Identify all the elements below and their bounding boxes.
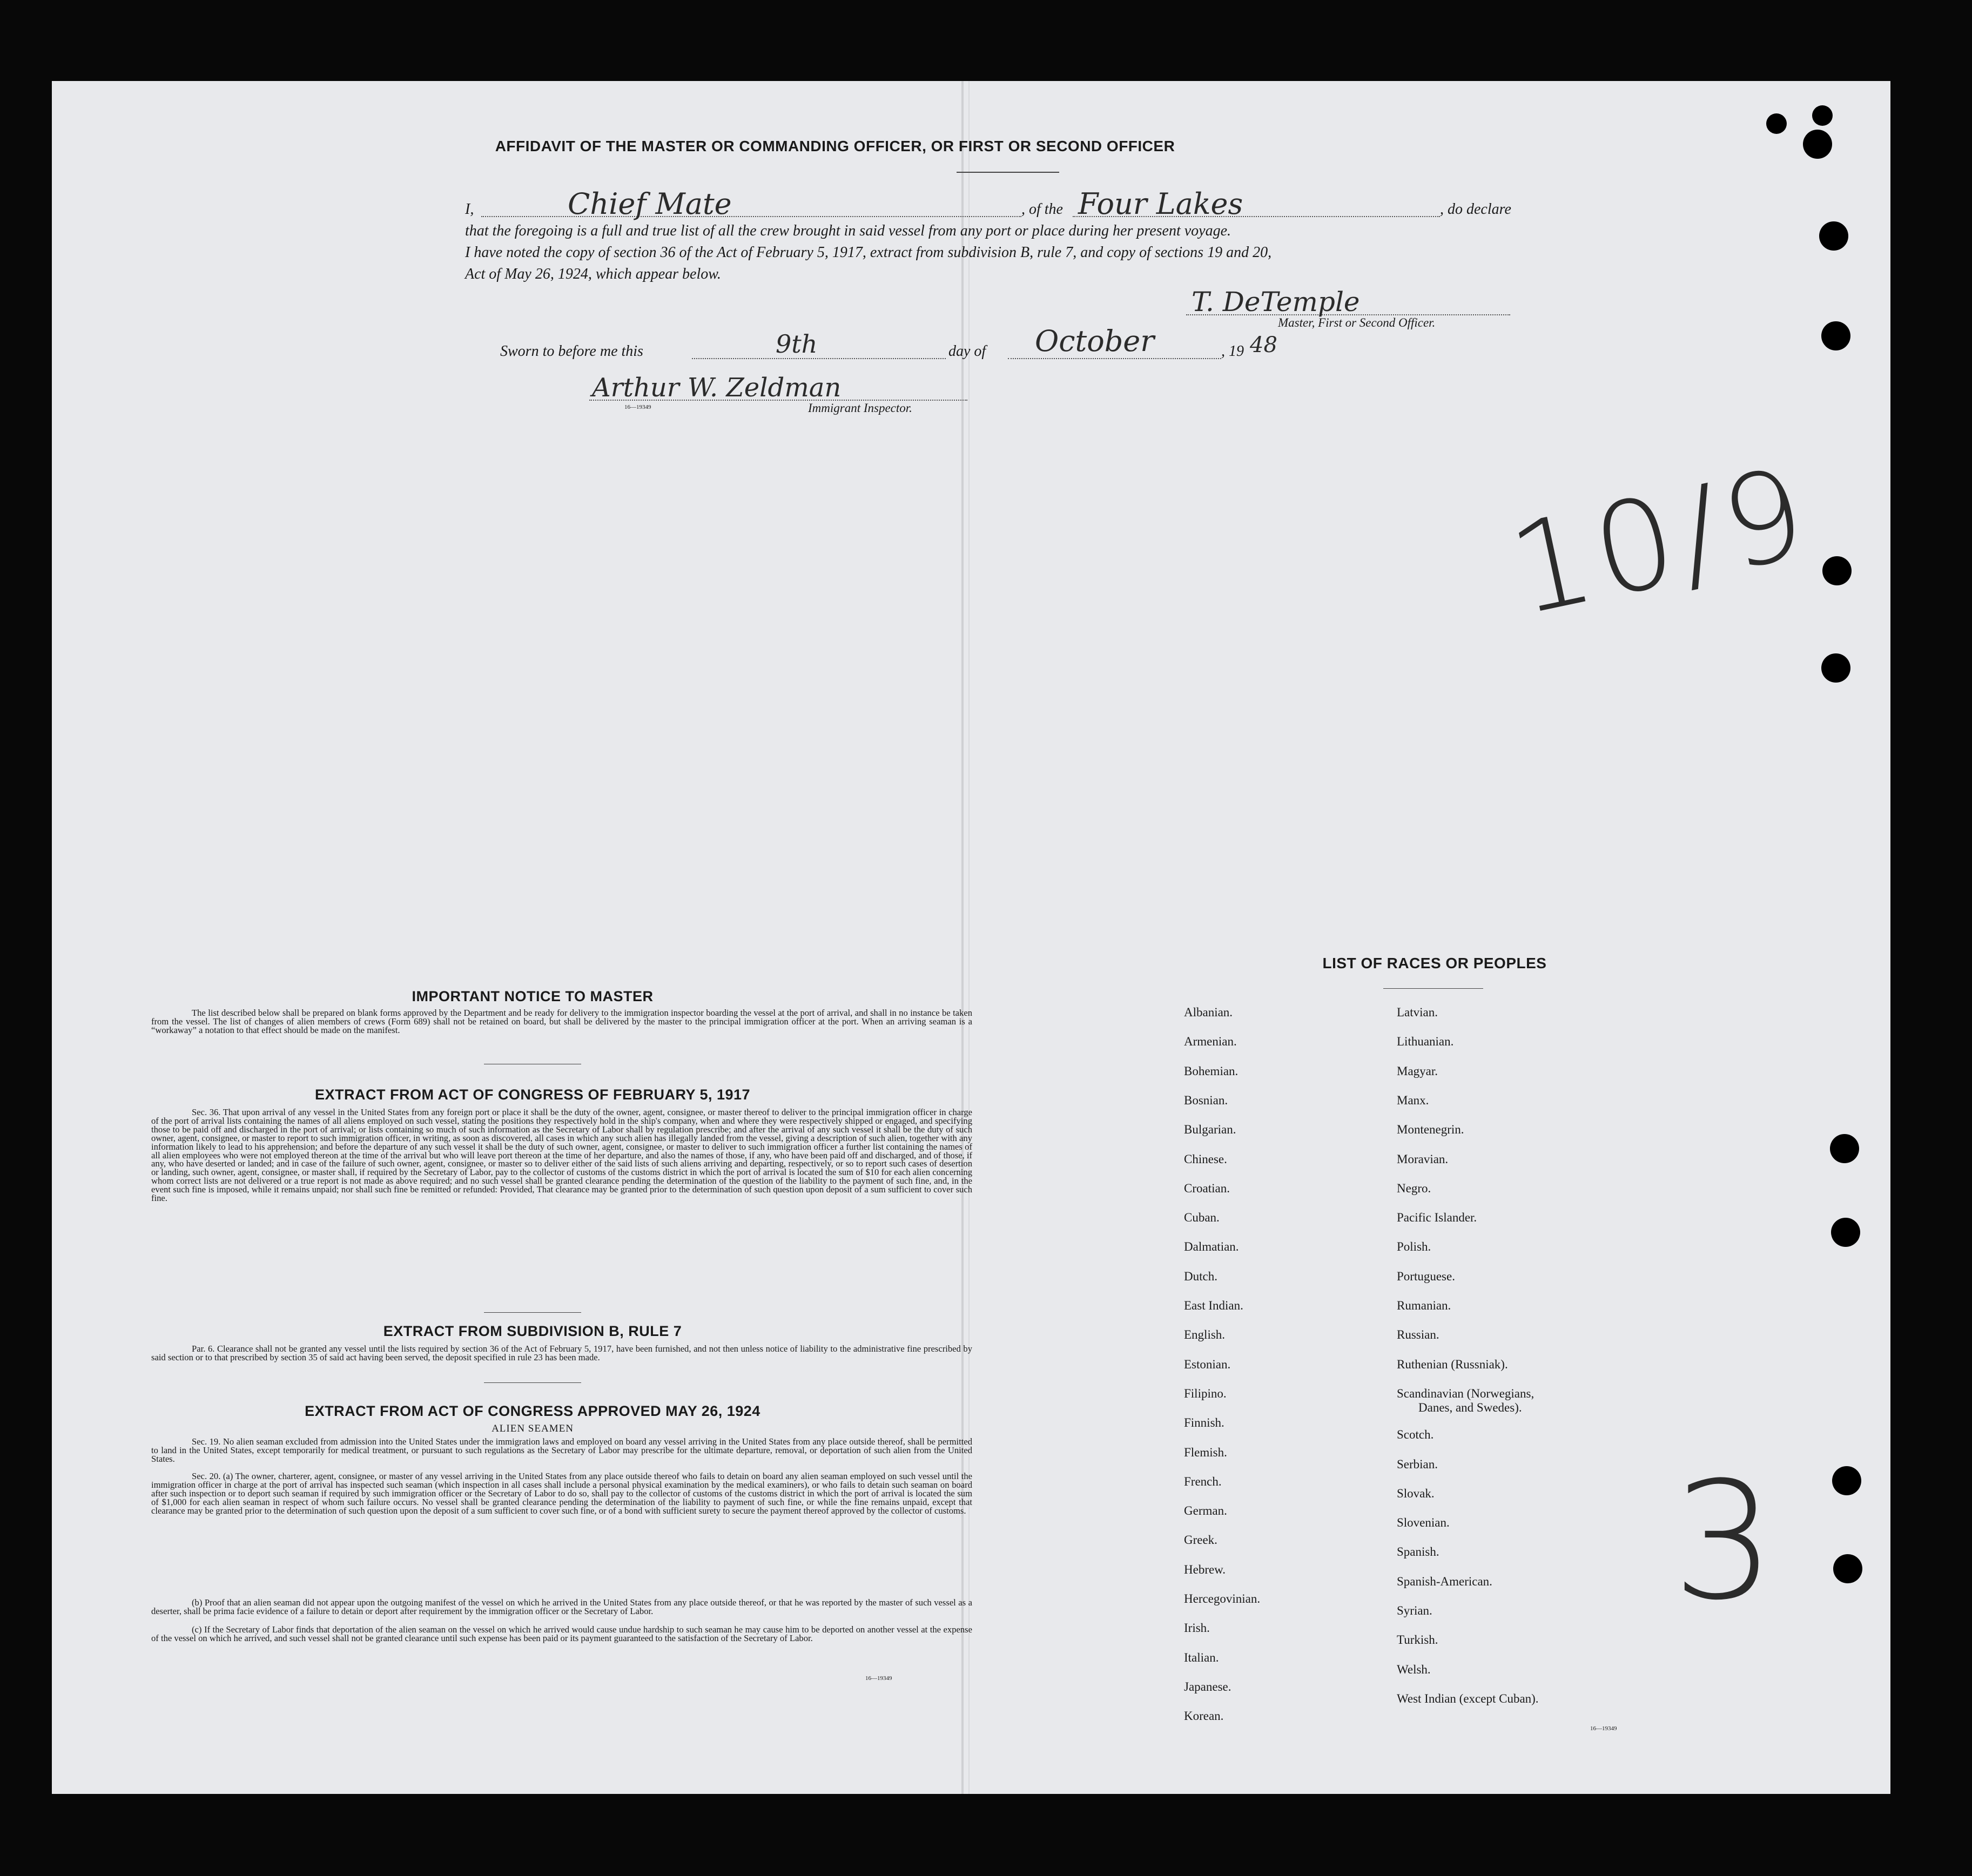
notice-body: The list described below shall be prepared on blank forms approved by the Department and be ready for delivery to the immigration inspector boarding the vessel at the port of arrival, and shall in no instance be taken from the vessel. The list of changes of alien members of crews (Form 689) shall not be retained on board, but shall be delivered by the master to the principal immigration officer at the port. When an arriving seaman is a “workaway” a notation to that effect should be made on the manifest.	[151, 1008, 972, 1035]
race-item: Polish.	[1397, 1240, 1431, 1254]
race-item: Armenian.	[1184, 1035, 1237, 1049]
race-item: Italian.	[1184, 1650, 1219, 1664]
affidavit-line-4: Act of May 26, 1924, which appear below.	[465, 266, 721, 282]
center-fold-shadow	[968, 81, 970, 1794]
name-handwritten: Chief Mate	[568, 187, 732, 221]
officer-caption: Master, First or Second Officer.	[1278, 316, 1436, 329]
race-item: Slovak.	[1397, 1486, 1435, 1500]
race-item: Portuguese.	[1397, 1269, 1455, 1283]
year-prefix: , 19	[1221, 343, 1244, 360]
race-item: Finnish.	[1184, 1416, 1224, 1430]
punch-hole	[1812, 105, 1833, 126]
date-note-handwritten: 10/9	[1498, 440, 1823, 644]
race-item: German.	[1184, 1504, 1227, 1518]
punch-hole	[1766, 113, 1787, 134]
race-item: Russian.	[1397, 1328, 1439, 1342]
title-underline	[957, 172, 1059, 173]
month-handwritten: October	[1035, 324, 1155, 358]
race-item: Ruthenian (Russniak).	[1397, 1357, 1508, 1371]
race-item: Croatian.	[1184, 1181, 1230, 1195]
race-item: Pacific Islander.	[1397, 1211, 1477, 1225]
race-item: Hebrew.	[1184, 1562, 1226, 1576]
affidavit-line-3: I have noted the copy of section 36 of the Act of February 5, 1917, extract from subdivision B, rule 7, and copy of sections 19 and 20,	[465, 244, 1272, 261]
form-page	[52, 81, 1890, 1794]
punch-hole	[1821, 653, 1850, 683]
race-item: Albanian.	[1184, 1006, 1233, 1019]
affidavit-title: AFFIDAVIT OF THE MASTER OR COMMANDING OFFICER, OR FIRST OR SECOND OFFICER	[495, 138, 1175, 154]
race-item: Turkish.	[1397, 1633, 1438, 1647]
punch-hole	[1821, 321, 1850, 350]
day-handwritten: 9th	[776, 329, 818, 359]
race-item: Chinese.	[1184, 1152, 1227, 1166]
race-item: Scandinavian (Norwegians,	[1397, 1386, 1534, 1400]
race-item: English.	[1184, 1328, 1226, 1342]
race-item: Hercegovinian.	[1184, 1592, 1261, 1605]
punch-hole	[1822, 556, 1852, 585]
extract-1924-sec20b: (b) Proof that an alien seaman did not appear upon the outgoing manifest of the vessel on which he arrived in the United States from any place outside thereof, or that he was reported by the master of such vessel as a deserter, shall be prima facie evidence of a failure to detain or deport after requirement by the immigration officer or the Secretary of Labor.	[151, 1597, 972, 1616]
day-of-label: day of	[948, 343, 986, 360]
race-item: Spanish.	[1397, 1545, 1439, 1559]
extract-1917-body: Sec. 36. That upon arrival of any vessel in the United States from any foreign port or place it shall be the duty of the owner, agent, consignee, or master thereof to deliver to the principal immigration officer in charge of the port of arrival lists containing the names of all aliens employed on such vessel, stating the positions they respectively hold in the ship's company, when and where they were respectively shipped or engaged, and specifying those to be paid off and discharged in the port of arrival; or lists containing so much of such information as the Secretary of Labor shall by regulation prescribe; and after the arrival of any such vessel it shall be the duty of such owner, agent, consignee, or master to report to such immigration officer, in writing, as soon as discovered, all cases in which any such alien has illegally landed from the vessel, giving a description of such alien, together with any information likely to lead to his apprehension; and before the departure of any such vessel it shall be the duty of such owner, agent, consignee, or master to deliver to such immigration officer a further list containing the names of all alien employees who were not employed thereon at the time of the arrival but who will leave port thereon at the time of her departure, and also the names of those, if any, who have been paid off and discharged, and of those, if any, who have deserted or landed; and in case of the failure of such owner, agent, consignee, or master so to deliver either of the said lists of such aliens arriving and departing, respectively, or so to report such cases of desertion or landing, such owner, agent, consignee, or master shall, if required by the Secretary of Labor, pay to the collector of customs of the customs district in which the port of arrival is located the sum of $10 for each alien concerning whom correct lists are not delivered or a true report is not made as above required; and no such vessel shall be granted clearance pending the determination of the question of the liability to the payment of such fine, and, in the event such fine is imposed, while it remains unpaid; nor shall such fine be remitted or refunded: Provided, That clearance may be granted prior to the determination of such question upon deposit of a sum sufficient to cover such fine.	[151, 1107, 972, 1204]
punch-hole	[1819, 221, 1848, 251]
race-item: Slovenian.	[1397, 1516, 1450, 1530]
affidavit-line-2: that the foregoing is a full and true list of all the crew brought in said vessel from any port or place during her present voyage.	[465, 222, 1231, 239]
race-item: Danes, and Swedes).	[1418, 1400, 1522, 1414]
punch-hole	[1803, 130, 1832, 159]
race-item: French.	[1184, 1474, 1222, 1488]
vessel-handwritten: Four Lakes	[1078, 187, 1243, 221]
race-item: Lithuanian.	[1397, 1035, 1454, 1049]
extract-1924-title: EXTRACT FROM ACT OF CONGRESS APPROVED MAY 26, 1924	[305, 1403, 760, 1419]
race-item: Bosnian.	[1184, 1093, 1228, 1107]
inspector-signature: Arthur W. Zeldman	[592, 373, 842, 403]
race-item: West Indian (except Cuban).	[1397, 1691, 1539, 1705]
races-title: LIST OF RACES OR PEOPLES	[1322, 955, 1547, 971]
race-item: Montenegrin.	[1397, 1123, 1464, 1137]
inspector-form-number: 16—19349	[624, 404, 651, 410]
year-handwritten: 48	[1250, 333, 1277, 357]
race-item: East Indian.	[1184, 1299, 1243, 1312]
i-label: I,	[465, 201, 474, 218]
race-item: Negro.	[1397, 1181, 1431, 1195]
race-item: Moravian.	[1397, 1152, 1449, 1166]
punch-hole	[1831, 1218, 1860, 1247]
extract-1924-sec19: Sec. 19. No alien seaman excluded from admission into the United States under the immigration laws and employed on board any vessel arriving in the United States from any place outside thereof, shall be permitted to land in the United States, except temporarily for medical treatment, or pursuant to such regulations as the Secretary of Labor may prescribe for the ultimate departure, removal, or deportation of such alien from the United States.	[151, 1436, 972, 1464]
month-line	[1008, 358, 1221, 359]
race-item: Irish.	[1184, 1621, 1210, 1635]
divider	[484, 1382, 581, 1383]
race-item: Bulgarian.	[1184, 1123, 1236, 1137]
race-item: Estonian.	[1184, 1357, 1231, 1371]
race-item: Spanish-American.	[1397, 1574, 1492, 1588]
do-declare-label: , do declare	[1440, 201, 1511, 218]
inspector-caption: Immigrant Inspector.	[808, 401, 912, 415]
race-item: Latvian.	[1397, 1006, 1438, 1019]
name-line	[481, 216, 1021, 217]
race-item: Cuban.	[1184, 1211, 1220, 1225]
race-item: Bohemian.	[1184, 1064, 1239, 1078]
of-the-label: , of the	[1021, 201, 1063, 218]
race-item: Korean.	[1184, 1709, 1224, 1723]
race-item: Flemish.	[1184, 1445, 1227, 1459]
race-item: Dutch.	[1184, 1269, 1217, 1283]
divider	[484, 1312, 581, 1313]
extract-1924-sec20c: (c) If the Secretary of Labor finds that deportation of the alien seaman on the vessel on which he arrived would cause undue hardship to such seaman he may cause him to be deported on another vessel at the expense of the vessel on which he arrived, and such vessel shall not be granted clearance until such expense has been paid or its payment guaranteed to the satisfaction of the Secretary of Labor.	[151, 1624, 972, 1643]
center-fold	[961, 81, 964, 1794]
extract-1917-title: EXTRACT FROM ACT OF CONGRESS OF FEBRUARY 5, 1917	[314, 1087, 751, 1103]
extract-1924-subtitle: ALIEN SEAMEN	[492, 1423, 574, 1434]
race-item: Filipino.	[1184, 1386, 1227, 1400]
extract-form-number: 16—19349	[865, 1675, 892, 1682]
race-item: Welsh.	[1397, 1662, 1431, 1676]
race-item: Syrian.	[1397, 1604, 1432, 1617]
race-item: Dalmatian.	[1184, 1240, 1239, 1254]
extract-rule7-body: Par. 6. Clearance shall not be granted any vessel until the lists required by section 36 of the Act of February 5, 1917, have been furnished, and not then unless notice of liability to the administrative fine prescribed by said section or to that prescribed by section 35 of said act having been served, the deposit specified in rule 23 has been made.	[151, 1344, 972, 1362]
race-item: Rumanian.	[1397, 1299, 1451, 1312]
races-title-underline	[1383, 988, 1483, 989]
officer-signature: T. DeTemple	[1192, 286, 1360, 318]
race-item: Greek.	[1184, 1533, 1217, 1547]
extract-1924-sec20a: Sec. 20. (a) The owner, charterer, agent, consignee, or master of any vessel arriving in the United States from any place outside thereof who fails to detain on board any alien seaman employed on such vessel until the immigration officer in charge at the port of arrival has inspected such seaman (which inspection in all cases shall include a personal physical examination by the medical examiners), or who fails to detain such seaman on board after such inspection or to deport such seaman if required by such immigration officer or the Secretary of Labor to do so, shall pay to the collector of customs of the customs district in which the port of arrival is located the sum of $1,000 for each alien seaman in respect of whom such failure occurs. No vessel shall be granted clearance pending the determination of the liability to payment of such fine, or while the fine remains unpaid, except that clearance may be granted prior to the determination of such question upon the deposit of a sum sufficient to cover such fine, or of a bond with sufficient surety to secure the payment thereof approved by the collector of customs.	[151, 1471, 972, 1516]
race-item: Scotch.	[1397, 1428, 1434, 1442]
punch-hole	[1833, 1554, 1862, 1583]
extract-rule7-title: EXTRACT FROM SUBDIVISION B, RULE 7	[383, 1323, 682, 1339]
page-number-handwritten: 3	[1672, 1447, 1775, 1636]
race-item: Serbian.	[1397, 1457, 1438, 1471]
punch-hole	[1832, 1466, 1861, 1495]
race-item: Manx.	[1397, 1093, 1429, 1107]
races-form-number: 16—19349	[1590, 1725, 1617, 1732]
day-line	[692, 358, 946, 359]
race-item: Magyar.	[1397, 1064, 1438, 1078]
notice-title: IMPORTANT NOTICE TO MASTER	[412, 988, 654, 1004]
sworn-label: Sworn to before me this	[500, 343, 643, 360]
punch-hole	[1830, 1134, 1859, 1163]
race-item: Japanese.	[1184, 1679, 1231, 1693]
